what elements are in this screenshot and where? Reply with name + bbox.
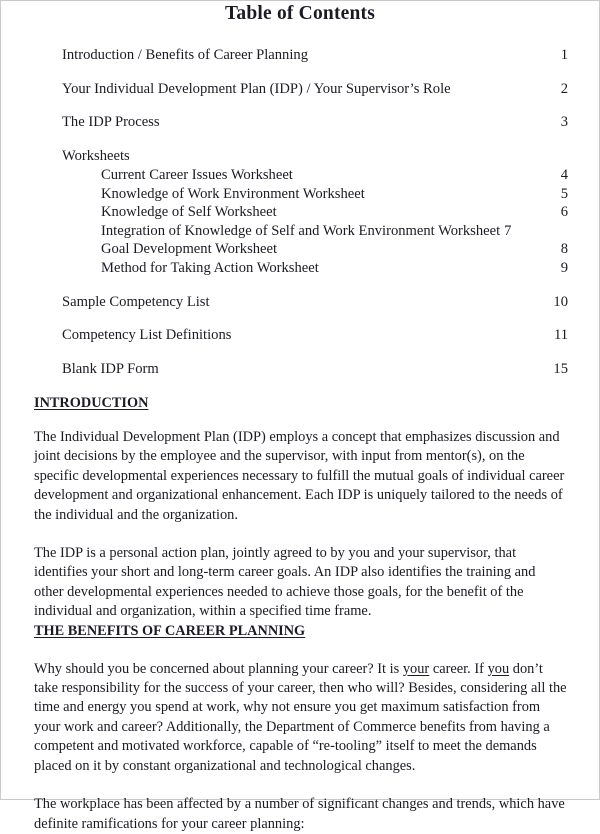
toc-entry-integration-knowledge[interactable]: [62, 223, 568, 240]
toc-entry-label: The IDP Process: [62, 114, 160, 130]
toc-entry-introduction[interactable]: [62, 47, 568, 64]
document-body: [1, 394, 599, 834]
toc-entry-label: Sample Competency List: [62, 293, 210, 310]
toc-entry-page: 7: [504, 222, 512, 239]
toc-entry-page: 15: [553, 360, 568, 377]
toc-entry-page: 5: [560, 185, 568, 202]
emphasis-you: you: [487, 660, 510, 677]
toc-entry-label: Knowledge of Self Worksheet: [101, 204, 277, 220]
paragraph-benefits-1-part-2: career. If: [429, 660, 488, 677]
toc-entry-competency-list-definitions[interactable]: [62, 327, 568, 344]
toc-entry-current-career-issues[interactable]: [62, 167, 568, 184]
toc-entry-idp-process[interactable]: [62, 114, 568, 131]
toc-entry-page: 11: [553, 327, 568, 343]
paragraph-introduction-2: The IDP is a personal action plan, jointly agreed to by you and your supervisor, that identifies your short and long-term career goals. An IDP also identifies the training and other developmental experiences needed to achieve those goals, for the benefit of the individual and organization, within a specified time frame.: [34, 545, 536, 620]
toc-entry-sample-competency-list[interactable]: [62, 294, 568, 311]
paragraph-benefits-1: [34, 660, 568, 776]
table-of-contents: [1, 47, 599, 378]
paragraph-benefits-1-part-1: Why should you be concerned about planning your career? It is: [34, 660, 403, 677]
section-heading-introduction: [34, 394, 568, 412]
toc-entry-label: Competency List Definitions: [62, 327, 232, 343]
toc-entry-knowledge-of-self[interactable]: [62, 204, 568, 221]
toc-entry-label: Current Career Issues Worksheet: [101, 167, 293, 183]
toc-entry-page: 3: [560, 114, 568, 130]
toc-entry-label: Goal Development Worksheet: [101, 241, 278, 257]
toc-entry-label: Introduction / Benefits of Career Planning: [62, 47, 309, 63]
toc-entry-label: Knowledge of Work Environment Worksheet: [101, 185, 365, 202]
toc-entry-page: 2: [560, 80, 568, 97]
toc-entry-idp-supervisor-role[interactable]: [62, 81, 568, 98]
paragraph-introduction-1: The Individual Development Plan (IDP) employs a concept that emphasizes discussion and joint decisions by the employee and the supervisor, with input from mentor(s), on the specific developmental experiences necessary to fulfill the mutual goals of individual career development and organizational enhancement. Each IDP is uniquely tailored to the needs of the individual and the organization.: [34, 429, 565, 523]
paragraph-benefits-1-part-3: don’t take responsibility for the success of your career, then who will? Besides, considering all the time and energy you spend at work, why not ensure you get maximum satisfaction from your work and career? Additionally, the Department of Commerce benefits from having a competent and motivated workforce, capable of “re-tooling” itself to meet the demands placed on it by constant organizational and technological changes.: [34, 660, 567, 774]
emphasis-your: your: [402, 660, 430, 677]
toc-entry-blank-idp-form[interactable]: [62, 361, 568, 378]
section-heading-benefits: [34, 622, 568, 640]
toc-entry-method-taking-action[interactable]: [62, 260, 568, 277]
page-title: Table of Contents: [224, 3, 376, 24]
section-heading-introduction-text: INTRODUCTION: [34, 395, 149, 411]
toc-entry-page: 9: [560, 259, 568, 276]
toc-entry-page: 1: [560, 47, 568, 63]
toc-entry-page: 10: [553, 293, 568, 310]
toc-entry-page: 8: [560, 241, 568, 257]
toc-entry-page: 6: [560, 204, 568, 220]
toc-entry-label: Worksheets: [62, 147, 130, 164]
toc-entry-label: Blank IDP Form: [62, 360, 159, 377]
toc-entry-label: Your Individual Development Plan (IDP) / Your Supervisor’s Role: [62, 80, 451, 97]
toc-entry-goal-development[interactable]: [62, 241, 568, 258]
toc-entry-worksheets[interactable]: [62, 148, 568, 165]
toc-entry-label: Integration of Knowledge of Self and Work Environment Worksheet: [101, 222, 501, 239]
section-heading-benefits-text: THE BENEFITS OF CAREER PLANNING: [34, 622, 306, 639]
toc-entry-page: 4: [560, 167, 568, 183]
toc-entry-knowledge-work-environment[interactable]: [62, 186, 568, 203]
paragraph-benefits-2: The workplace has been affected by a number of significant changes and trends, which have definite ramifications for your career planning:: [34, 796, 565, 832]
toc-entry-label: Method for Taking Action Worksheet: [101, 259, 319, 276]
